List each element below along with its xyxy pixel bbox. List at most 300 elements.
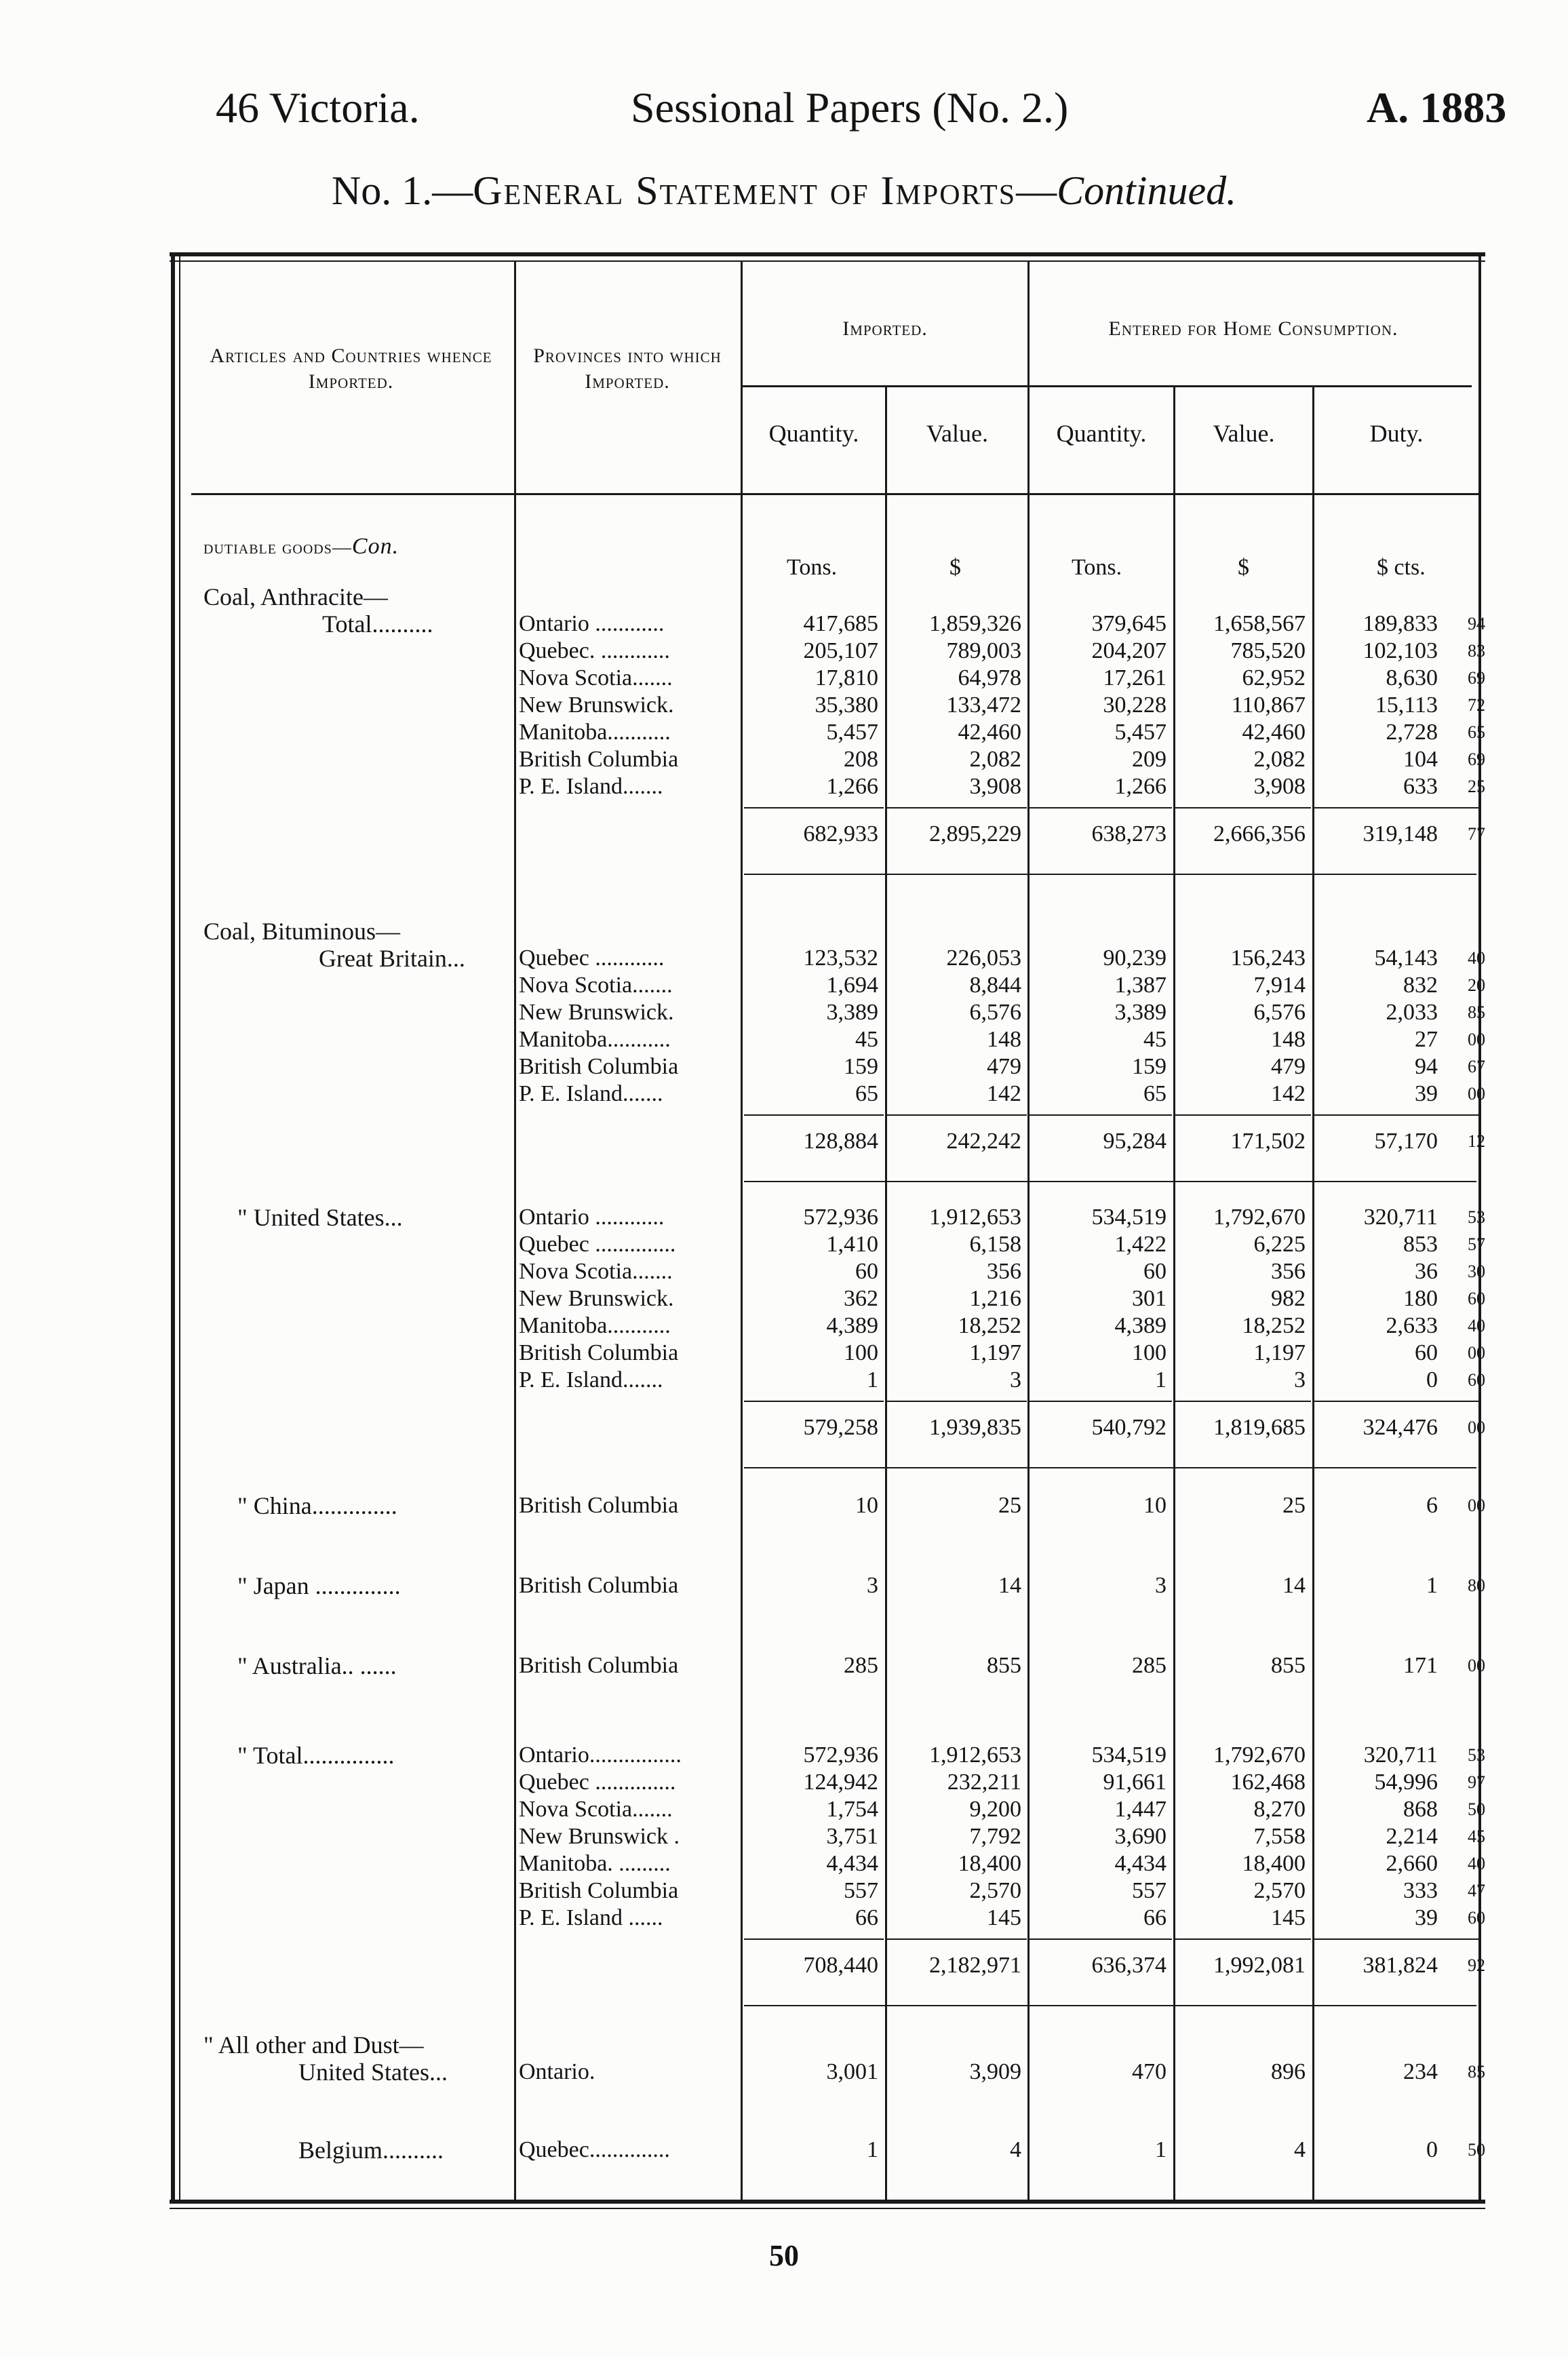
value-cell-iq: 3: [867, 1573, 878, 1598]
value-cell-iq: 66: [855, 1905, 878, 1930]
value-cell-ev: 982: [1271, 1286, 1306, 1311]
value-cell-iv: 479: [987, 1054, 1021, 1079]
total-rule: [744, 2005, 1476, 2006]
total-cell-iq: 708,440: [803, 1953, 878, 1978]
value-cell-iq: 1,266: [826, 774, 878, 799]
provinces-divider: [741, 262, 743, 2200]
province-cell: Ontario................: [519, 1742, 682, 1768]
total-cell-dd: 319,148: [1363, 821, 1438, 846]
value-cell-ev: 142: [1271, 1081, 1306, 1106]
article-label: Coal, Bituminous—: [203, 918, 401, 945]
article-label: " Japan ..............: [237, 1572, 401, 1599]
total-cell-iq: 128,884: [803, 1129, 878, 1154]
page-number: 50: [769, 2239, 799, 2272]
duty-cents-cell: 00: [1468, 1496, 1485, 1515]
value-cell-eq: 285: [1132, 1653, 1167, 1678]
value-cell-dd: 853: [1403, 1232, 1438, 1257]
subtotal-rule: [1175, 1938, 1311, 1940]
year-label: A. 1883: [1367, 83, 1507, 132]
duty-cents-cell: 65: [1468, 722, 1485, 742]
value-cell-dd: 60: [1415, 1340, 1438, 1365]
value-cell-iv: 1,216: [969, 1286, 1021, 1311]
value-cell-iq: 557: [844, 1878, 878, 1903]
value-cell-iq: 4,434: [826, 1851, 878, 1876]
value-cell-ev: 162,468: [1230, 1770, 1306, 1795]
title-main: General Statement of Imports: [473, 168, 1017, 213]
value-cell-dd: 54,143: [1374, 945, 1438, 971]
value-cell-iq: 100: [844, 1340, 878, 1365]
value-cell-iv: 1,859,326: [929, 611, 1021, 636]
total-cell-dd: 381,824: [1363, 1953, 1438, 1978]
value-cell-dd: 1: [1426, 1573, 1438, 1598]
value-cell-eq: 90,239: [1103, 945, 1167, 971]
value-cell-eq: 3,389: [1114, 1000, 1167, 1025]
duty-cents-cell: 94: [1468, 614, 1485, 633]
province-cell: Ontario ............: [519, 611, 665, 636]
value-cell-dd: 234: [1403, 2059, 1438, 2084]
value-cell-iv: 145: [987, 1905, 1021, 1930]
subtotal-rule: [1030, 1114, 1172, 1116]
value-cell-iv: 6,158: [969, 1232, 1021, 1257]
value-cell-dd: 171: [1403, 1653, 1438, 1678]
subtotal-rule: [887, 1114, 1027, 1116]
value-cell-ev: 3: [1294, 1367, 1306, 1392]
total-cell-iv: 2,182,971: [929, 1953, 1021, 1978]
value-cell-eq: 100: [1132, 1340, 1167, 1365]
value-cell-iq: 1: [867, 2137, 878, 2162]
value-cell-ev: 4: [1294, 2137, 1306, 2162]
value-cell-eq: 1,266: [1114, 774, 1167, 799]
value-cell-iv: 7,792: [969, 1824, 1021, 1849]
value-cell-ev: 1,658,567: [1213, 611, 1306, 636]
province-cell: P. E. Island ......: [519, 1905, 663, 1930]
value-cell-ev: 1,792,670: [1213, 1205, 1306, 1230]
value-cell-eq: 1,447: [1114, 1797, 1167, 1822]
provinces-header: Provinces into which Imported.: [533, 345, 722, 393]
duty-cents-cell: 40: [1468, 1316, 1485, 1336]
session-label: 46 Victoria.: [216, 83, 420, 132]
province-cell: British Columbia: [519, 1054, 679, 1079]
province-cell: P. E. Island.......: [519, 1081, 663, 1106]
title-number: No. 1.—: [331, 168, 473, 213]
value-cell-ev: 42,460: [1242, 720, 1306, 745]
value-cell-eq: 1,387: [1114, 973, 1167, 998]
value-cell-dd: 2,214: [1386, 1824, 1438, 1849]
unit-entered-value: $: [1238, 555, 1249, 580]
subtotal-rule: [887, 1938, 1027, 1940]
province-cell: Nova Scotia.......: [519, 973, 673, 998]
province-cell: New Brunswick.: [519, 693, 674, 718]
title-dash: —: [1016, 168, 1057, 213]
value-cell-dd: 27: [1415, 1027, 1438, 1052]
value-cell-iv: 4: [1010, 2137, 1021, 2162]
duty-cents-cell: 00: [1468, 1084, 1485, 1104]
total-cell-eq: 95,284: [1103, 1129, 1167, 1154]
value-cell-dd: 36: [1415, 1259, 1438, 1284]
value-cell-iv: 148: [987, 1027, 1021, 1052]
value-cell-ev: 6,576: [1253, 1000, 1306, 1025]
value-cell-dd: 102,103: [1363, 638, 1438, 663]
value-cell-dd: 94: [1415, 1054, 1438, 1079]
value-cell-ev: 110,867: [1231, 693, 1306, 718]
total-cell-eq: 636,374: [1091, 1953, 1167, 1978]
value-cell-eq: 45: [1143, 1027, 1167, 1052]
province-cell: P. E. Island.......: [519, 1367, 663, 1392]
table-bottom-rule-thin: [170, 2208, 1485, 2209]
duty-cents-cell: 67: [1468, 1057, 1485, 1076]
province-cell: Nova Scotia.......: [519, 1797, 673, 1822]
province-cell: British Columbia: [519, 1493, 679, 1518]
value-cell-iq: 4,389: [826, 1313, 878, 1338]
duty-cents-cell: 60: [1468, 1908, 1485, 1928]
province-cell: Manitoba...........: [519, 720, 671, 745]
total-rule: [744, 1467, 1476, 1468]
total-cell-dd: 324,476: [1363, 1415, 1438, 1440]
sessional-papers-label: Sessional Papers (No. 2.): [631, 83, 1069, 132]
value-cell-dd: 2,728: [1386, 720, 1438, 745]
value-cell-iq: 572,936: [803, 1205, 878, 1230]
province-cell: New Brunswick.: [519, 1286, 674, 1311]
duty-cents-cell: 80: [1468, 1576, 1485, 1595]
value-cell-iq: 3,389: [826, 1000, 878, 1025]
total-duty-cents: 12: [1468, 1131, 1485, 1151]
value-cell-iv: 133,472: [946, 693, 1021, 718]
value-cell-iv: 1,912,653: [929, 1205, 1021, 1230]
value-cell-ev: 7,914: [1253, 973, 1306, 998]
value-cell-eq: 534,519: [1091, 1742, 1167, 1768]
section-label-text: dutiable goods—: [203, 537, 352, 558]
value-cell-dd: 6: [1426, 1493, 1438, 1518]
value-cell-ev: 2,570: [1253, 1878, 1306, 1903]
value-cell-iq: 45: [855, 1027, 878, 1052]
subtotal-rule: [1030, 1401, 1172, 1402]
table-bottom-rule: [170, 2200, 1485, 2204]
value-cell-dd: 180: [1403, 1286, 1438, 1311]
value-cell-iv: 18,400: [958, 1851, 1021, 1876]
duty-cents-cell: 97: [1468, 1772, 1485, 1792]
imported-value-header: Value.: [926, 420, 988, 447]
province-cell: Ontario ............: [519, 1205, 665, 1230]
value-cell-iv: 8,844: [969, 973, 1021, 998]
province-cell: New Brunswick .: [519, 1824, 680, 1849]
value-cell-eq: 30,228: [1103, 693, 1167, 718]
value-cell-eq: 1,422: [1114, 1232, 1167, 1257]
duty-cents-cell: 00: [1468, 1030, 1485, 1049]
value-cell-ev: 1,792,670: [1213, 1742, 1306, 1768]
total-duty-cents: 77: [1468, 824, 1485, 844]
value-cell-eq: 379,645: [1091, 611, 1167, 636]
value-cell-ev: 18,400: [1242, 1851, 1306, 1876]
value-cell-iq: 60: [855, 1259, 878, 1284]
total-cell-iv: 2,895,229: [929, 821, 1021, 846]
value-cell-iq: 5,457: [826, 720, 878, 745]
article-label: " Australia.. ......: [237, 1652, 397, 1679]
value-cell-iq: 3,001: [826, 2059, 878, 2084]
article-label: Great Britain...: [319, 945, 465, 972]
value-cell-ev: 62,952: [1242, 665, 1306, 690]
subtotal-rule: [1314, 807, 1443, 808]
subtotal-rule: [1441, 1938, 1478, 1940]
value-cell-iq: 572,936: [803, 1742, 878, 1768]
value-cell-dd: 333: [1403, 1878, 1438, 1903]
value-cell-iq: 123,532: [803, 945, 878, 971]
unit-duty: $ cts.: [1377, 555, 1426, 580]
value-cell-iq: 1,754: [826, 1797, 878, 1822]
province-cell: Quebec ..............: [519, 1770, 676, 1795]
total-cell-ev: 171,502: [1230, 1129, 1306, 1154]
total-duty-cents: 00: [1468, 1418, 1485, 1437]
province-cell: Nova Scotia.......: [519, 1259, 673, 1284]
subtotal-rule: [1175, 1114, 1311, 1116]
subtotal-rule: [1175, 1401, 1311, 1402]
value-cell-eq: 557: [1132, 1878, 1167, 1903]
value-cell-ev: 18,252: [1242, 1313, 1306, 1338]
value-cell-iv: 3,908: [969, 774, 1021, 799]
value-cell-eq: 3: [1155, 1573, 1167, 1598]
province-cell: Manitoba...........: [519, 1313, 671, 1338]
unit-entered-quantity: Tons.: [1072, 555, 1122, 580]
value-cell-dd: 39: [1415, 1905, 1438, 1930]
value-cell-eq: 60: [1143, 1259, 1167, 1284]
value-cell-eq: 17,261: [1103, 665, 1167, 690]
value-cell-iq: 17,810: [815, 665, 878, 690]
value-cell-eq: 5,457: [1114, 720, 1167, 745]
province-cell: Ontario.: [519, 2059, 595, 2084]
total-cell-eq: 540,792: [1091, 1415, 1167, 1440]
province-cell: British Columbia: [519, 1653, 679, 1678]
total-cell-iv: 242,242: [946, 1129, 1021, 1154]
frame-left-border-thin: [179, 256, 180, 2201]
province-cell: British Columbia: [519, 1878, 679, 1903]
value-cell-iv: 64,978: [958, 665, 1021, 690]
value-cell-ev: 2,082: [1253, 747, 1306, 772]
province-cell: Quebec..............: [519, 2137, 670, 2162]
subtotal-rule: [887, 807, 1027, 808]
value-cell-eq: 204,207: [1091, 638, 1167, 663]
value-cell-iv: 42,460: [958, 720, 1021, 745]
subtotal-rule: [1441, 807, 1478, 808]
value-cell-iq: 362: [844, 1286, 878, 1311]
subtotal-rule: [1030, 1938, 1172, 1940]
value-cell-eq: 4,434: [1114, 1851, 1167, 1876]
value-cell-dd: 2,660: [1386, 1851, 1438, 1876]
value-cell-dd: 0: [1426, 2137, 1438, 2162]
duty-cents-cell: 50: [1468, 2140, 1485, 2160]
total-cell-eq: 638,273: [1091, 821, 1167, 846]
value-cell-dd: 39: [1415, 1081, 1438, 1106]
entered-value-header: Value.: [1213, 420, 1275, 447]
duty-cents-cell: 85: [1468, 1002, 1485, 1022]
value-cell-iq: 205,107: [803, 638, 878, 663]
duty-cents-cell: 50: [1468, 1799, 1485, 1819]
page-title: [0, 168, 1568, 214]
total-cell-iq: 682,933: [803, 821, 878, 846]
value-cell-eq: 4,389: [1114, 1313, 1167, 1338]
duty-cents-cell: 47: [1468, 1881, 1485, 1900]
value-cell-iq: 417,685: [803, 611, 878, 636]
value-cell-eq: 209: [1132, 747, 1167, 772]
value-cell-iv: 232,211: [947, 1770, 1021, 1795]
unit-imported-quantity: Tons.: [787, 555, 838, 580]
value-cell-iv: 3: [1010, 1367, 1021, 1392]
value-cell-eq: 1: [1155, 1367, 1167, 1392]
total-duty-cents: 92: [1468, 1955, 1485, 1975]
value-cell-dd: 54,996: [1374, 1770, 1438, 1795]
value-cell-ev: 896: [1271, 2059, 1306, 2084]
group-header-rule: [743, 385, 1472, 387]
value-cell-dd: 2,033: [1386, 1000, 1438, 1025]
value-cell-iq: 208: [844, 747, 878, 772]
value-cell-eq: 534,519: [1091, 1205, 1167, 1230]
duty-cents-cell: 00: [1468, 1656, 1485, 1675]
value-cell-ev: 7,558: [1253, 1824, 1306, 1849]
subtotal-rule: [1314, 1938, 1443, 1940]
value-cell-dd: 320,711: [1363, 1205, 1438, 1230]
duty-cents-cell: 20: [1468, 975, 1485, 995]
value-cell-iv: 9,200: [969, 1797, 1021, 1822]
value-cell-ev: 3,908: [1253, 774, 1306, 799]
value-cell-ev: 356: [1271, 1259, 1306, 1284]
value-cell-eq: 66: [1143, 1905, 1167, 1930]
article-label: " United States...: [237, 1204, 403, 1231]
table-top-rule-thin: [170, 260, 1485, 262]
total-cell-dd: 57,170: [1374, 1129, 1438, 1154]
value-cell-dd: 633: [1403, 774, 1438, 799]
duty-cents-cell: 85: [1468, 2062, 1485, 2082]
value-cell-dd: 832: [1403, 973, 1438, 998]
value-cell-iv: 3,909: [969, 2059, 1021, 2084]
subtotal-rule: [744, 807, 884, 808]
table-top-rule: [170, 252, 1485, 256]
duty-cents-cell: 69: [1468, 749, 1485, 769]
province-cell: British Columbia: [519, 747, 679, 772]
total-cell-ev: 2,666,356: [1213, 821, 1306, 846]
value-cell-dd: 8,630: [1386, 665, 1438, 690]
value-cell-iq: 1,410: [826, 1232, 878, 1257]
article-label: " China..............: [237, 1492, 397, 1519]
value-cell-iq: 65: [855, 1081, 878, 1106]
duty-cents-cell: 40: [1468, 1854, 1485, 1873]
value-cell-ev: 6,225: [1253, 1232, 1306, 1257]
value-cell-iv: 142: [987, 1081, 1021, 1106]
value-cell-iv: 356: [987, 1259, 1021, 1284]
value-cell-ev: 145: [1271, 1905, 1306, 1930]
value-cell-iv: 226,053: [946, 945, 1021, 971]
province-cell: British Columbia: [519, 1573, 679, 1598]
subtotal-rule: [1175, 807, 1311, 808]
value-cell-dd: 189,833: [1363, 611, 1438, 636]
subtotal-rule: [744, 1114, 884, 1116]
value-cell-eq: 91,661: [1103, 1770, 1167, 1795]
duty-cents-cell: 53: [1468, 1207, 1485, 1227]
province-cell: Nova Scotia.......: [519, 665, 673, 690]
imported-group-header: Imported.: [842, 317, 928, 340]
value-cell-iv: 2,082: [969, 747, 1021, 772]
value-cell-ev: 148: [1271, 1027, 1306, 1052]
value-cell-ev: 1,197: [1253, 1340, 1306, 1365]
unit-imported-value: $: [949, 555, 961, 580]
value-cell-iv: 2,570: [969, 1878, 1021, 1903]
value-cell-iv: 18,252: [958, 1313, 1021, 1338]
value-cell-iv: 25: [998, 1493, 1021, 1518]
province-cell: British Columbia: [519, 1340, 679, 1365]
section-label-continued: Con.: [351, 534, 399, 559]
total-rule: [744, 1181, 1476, 1182]
value-cell-dd: 15,113: [1375, 693, 1438, 718]
imported-quantity-header: Quantity.: [768, 420, 859, 447]
article-label: " Total...............: [237, 1742, 395, 1769]
value-cell-iq: 35,380: [815, 693, 878, 718]
total-rule: [744, 874, 1476, 875]
value-cell-eq: 10: [1143, 1493, 1167, 1518]
duty-cents-cell: 60: [1468, 1289, 1485, 1308]
province-cell: P. E. Island.......: [519, 774, 663, 799]
value-cell-iq: 124,942: [803, 1770, 878, 1795]
subtotal-rule: [1030, 807, 1172, 808]
value-cell-iv: 855: [987, 1653, 1021, 1678]
article-label: United States...: [298, 2059, 448, 2086]
article-label: Belgium..........: [298, 2137, 444, 2164]
duty-cents-cell: 69: [1468, 668, 1485, 688]
value-cell-dd: 104: [1403, 747, 1438, 772]
value-cell-eq: 3,690: [1114, 1824, 1167, 1849]
province-cell: Quebec ............: [519, 945, 665, 971]
duty-cents-cell: 45: [1468, 1827, 1485, 1846]
frame-left-border: [171, 256, 175, 2201]
value-cell-ev: 855: [1271, 1653, 1306, 1678]
value-cell-iq: 10: [855, 1493, 878, 1518]
value-cell-iq: 1: [867, 1367, 878, 1392]
subtotal-rule: [1441, 1114, 1478, 1116]
value-cell-ev: 785,520: [1230, 638, 1306, 663]
subtotal-rule: [887, 1401, 1027, 1402]
subtotal-rule: [1314, 1401, 1443, 1402]
province-cell: Manitoba. .........: [519, 1851, 671, 1876]
duty-cents-cell: 25: [1468, 777, 1485, 796]
province-cell: Quebec. ............: [519, 638, 670, 663]
subtotal-rule: [1441, 1401, 1478, 1402]
value-cell-iv: 1,197: [969, 1340, 1021, 1365]
articles-header: Articles and Countries whence Imported.: [210, 345, 492, 393]
title-continued: Continued.: [1057, 168, 1237, 213]
value-cell-ev: 25: [1282, 1493, 1306, 1518]
duty-header: Duty.: [1369, 420, 1424, 447]
duty-cents-cell: 57: [1468, 1234, 1485, 1254]
duty-cents-cell: 00: [1468, 1343, 1485, 1363]
value-cell-iq: 159: [844, 1054, 878, 1079]
value-cell-iq: 3,751: [826, 1824, 878, 1849]
total-cell-ev: 1,992,081: [1213, 1953, 1306, 1978]
value-cell-iv: 1,912,653: [929, 1742, 1021, 1768]
value-cell-ev: 156,243: [1230, 945, 1306, 971]
subtotal-rule: [744, 1938, 884, 1940]
value-cell-ev: 14: [1282, 1573, 1306, 1598]
article-label: Coal, Anthracite—: [203, 583, 388, 610]
province-cell: Quebec ..............: [519, 1232, 676, 1257]
province-cell: Manitoba...........: [519, 1027, 671, 1052]
article-label: Total..........: [322, 610, 433, 638]
value-cell-iq: 285: [844, 1653, 878, 1678]
value-cell-dd: 0: [1426, 1367, 1438, 1392]
duty-cents-cell: 72: [1468, 695, 1485, 715]
total-cell-iq: 579,258: [803, 1415, 878, 1440]
value-cell-eq: 1: [1155, 2137, 1167, 2162]
value-cell-eq: 301: [1132, 1286, 1167, 1311]
duty-cents-cell: 53: [1468, 1745, 1485, 1765]
value-cell-dd: 868: [1403, 1797, 1438, 1822]
value-cell-dd: 320,711: [1363, 1742, 1438, 1768]
article-label: " All other and Dust—: [203, 2031, 424, 2059]
